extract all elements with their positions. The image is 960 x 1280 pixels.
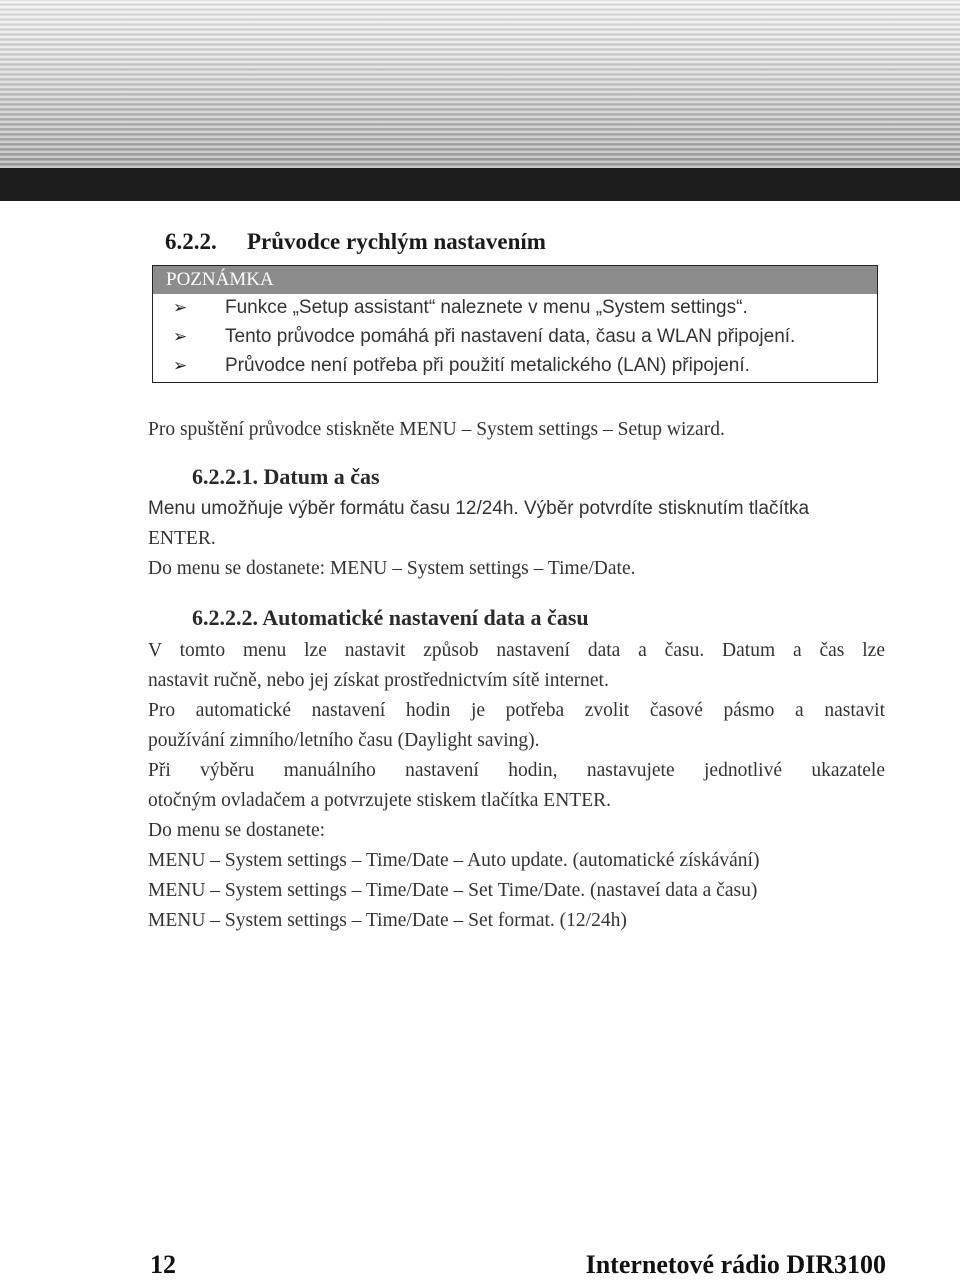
paragraph-line: Pro automatické nastavení hodin je potřeba zvolit časové pásmo a nastavit <box>148 700 885 721</box>
paragraph-line: V tomto menu lze nastavit způsob nastavení data a času. Datum a čas lze <box>148 640 885 661</box>
note-box <box>152 265 878 383</box>
header-black-bar <box>0 168 960 201</box>
section-heading <box>165 229 546 255</box>
paragraph-line: Do menu se dostanete: MENU – System settings – Time/Date. <box>148 558 636 579</box>
paragraph-line: používání zimního/letního času (Daylight saving). <box>148 730 540 751</box>
arrow-bullet-icon: ➢ <box>173 356 188 375</box>
section-title: Průvodce rychlým nastavením <box>247 229 546 254</box>
note-item: ➢ Funkce „Setup assistant“ naleznete v menu „System settings“. <box>173 297 748 318</box>
note-item: ➢ Tento průvodce pomáhá při nastavení data, času a WLAN připojení. <box>173 326 796 347</box>
paragraph-line: Menu umožňuje výběr formátu času 12/24h. Výběr potvrdíte stisknutím tlačítka <box>148 498 810 519</box>
note-heading: POZNÁMKA <box>153 266 877 294</box>
paragraph-line: Při výběru manuálního nastavení hodin, nastavujete jednotlivé ukazatele <box>148 760 885 781</box>
page-number: 12 <box>150 1250 176 1279</box>
intro-text: Pro spuštění průvodce stiskněte MENU – System settings – Setup wizard. <box>148 419 725 440</box>
paragraph-line: Do menu se dostanete: <box>148 820 326 841</box>
arrow-bullet-icon: ➢ <box>173 298 188 317</box>
subsection-heading-auto: 6.2.2.2. Automatické nastavení data a času <box>192 605 589 630</box>
menu-path-line: MENU – System settings – Time/Date – Auto update. (automatické získávání) <box>148 850 760 871</box>
menu-path-line: MENU – System settings – Time/Date – Set Time/Date. (nastaveí data a času) <box>148 880 758 901</box>
paragraph-line: nastavit ručně, nebo jej získat prostřednictvím sítě internet. <box>148 670 609 691</box>
section-number: 6.2.2. <box>165 229 217 254</box>
header-decoration-band <box>0 0 960 168</box>
paragraph-line: otočným ovladačem a potvrzujete stiskem tlačítka ENTER. <box>148 790 611 811</box>
arrow-bullet-icon: ➢ <box>173 327 188 346</box>
footer-product-title: Internetové rádio DIR3100 <box>585 1250 886 1279</box>
note-item: ➢ Průvodce není potřeba při použití metalického (LAN) připojení. <box>173 355 750 376</box>
subsection-heading-datum: 6.2.2.1. Datum a čas <box>192 464 380 489</box>
menu-path-line: MENU – System settings – Time/Date – Set format. (12/24h) <box>148 910 627 931</box>
paragraph-line: ENTER. <box>148 528 216 549</box>
